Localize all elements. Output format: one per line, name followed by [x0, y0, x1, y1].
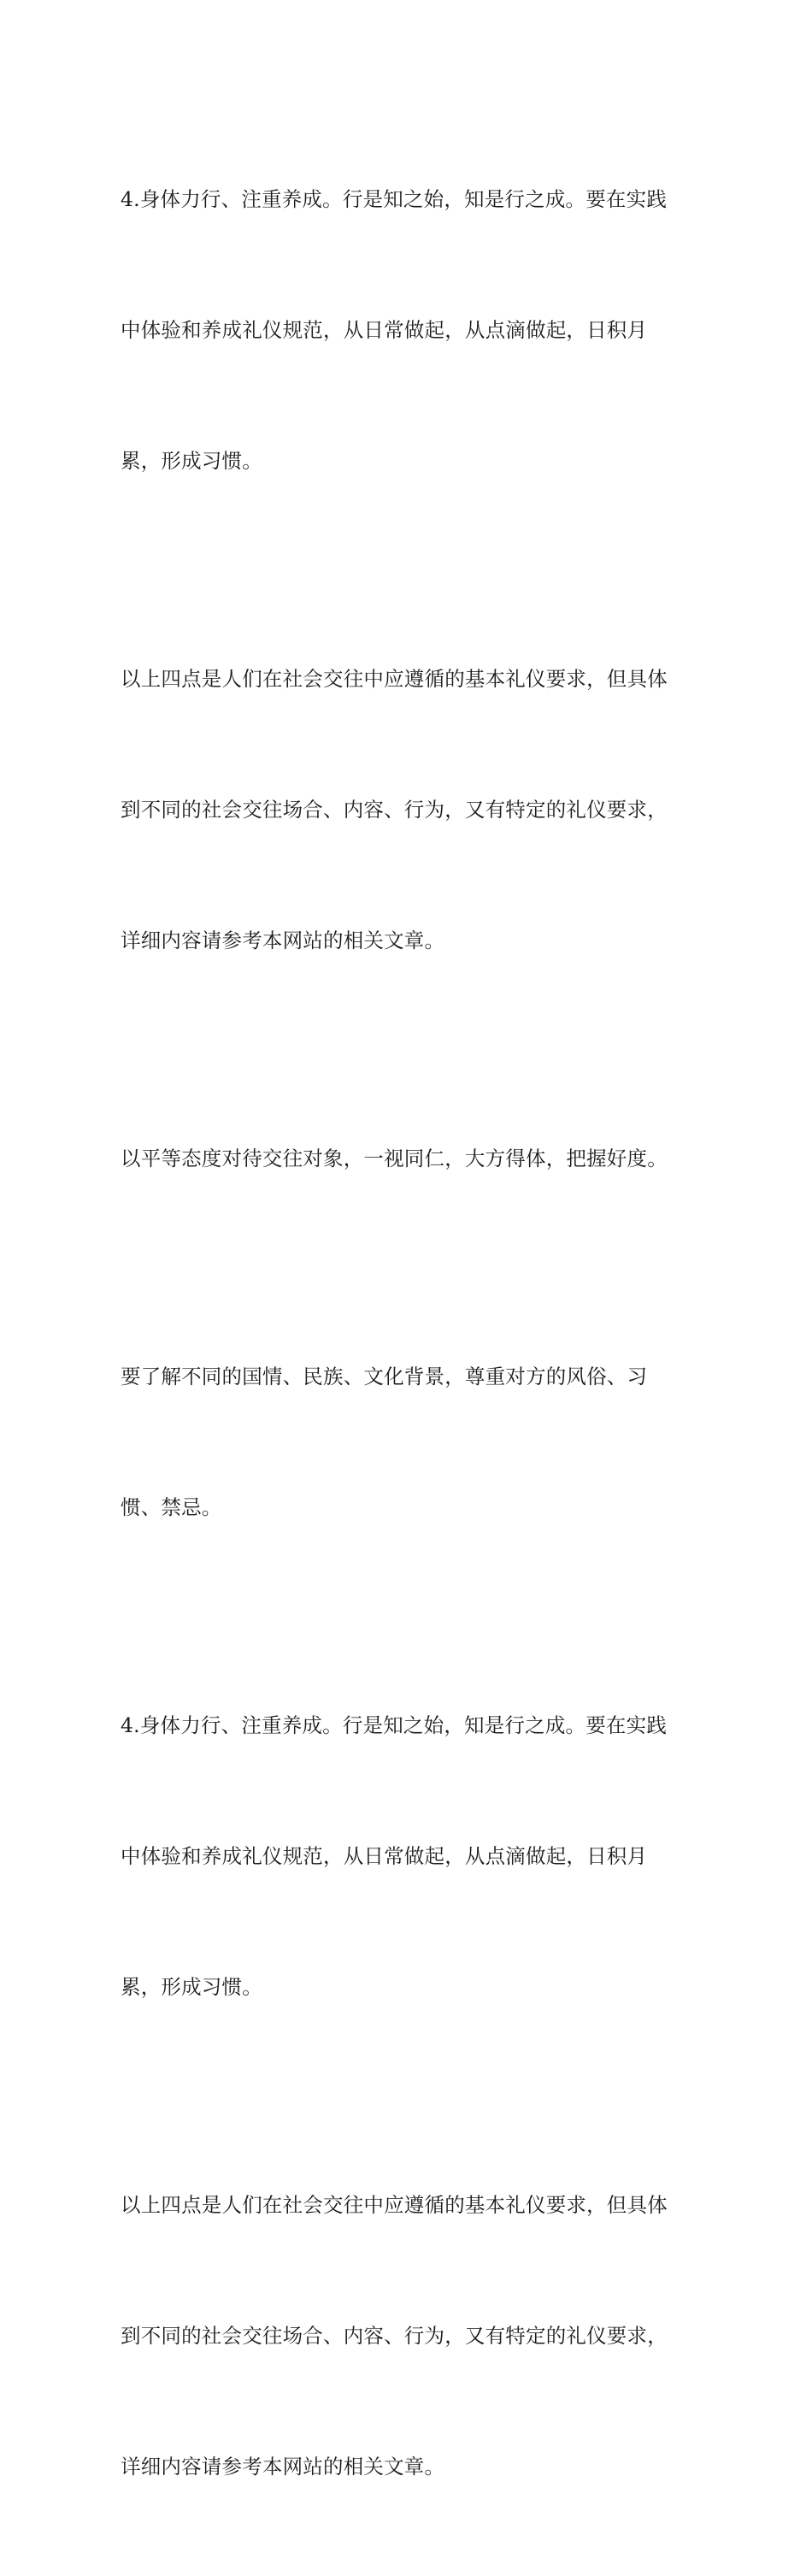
paragraph-practice-habits: [121, 91, 702, 570]
paragraph-line: 4.身体力行、注重养成。行是知之始，知是行之成。要在实践: [121, 187, 668, 211]
paragraph-line: 以平等态度对待交往对象，一视同仁，大方得体，把握好度。: [121, 1147, 668, 1170]
paragraph-customs: [121, 1268, 702, 1617]
paragraph-line: 到不同的社会交往场合、内容、行为，又有特定的礼仪要求，: [121, 2324, 668, 2348]
paragraph-line: 累，形成习惯。: [121, 1975, 262, 1999]
paragraph-line: 详细内容请参考本网站的相关文章。: [121, 2455, 445, 2479]
paragraph-line: 详细内容请参考本网站的相关文章。: [121, 928, 445, 952]
paragraph-line: 惯、禁忌。: [121, 1495, 222, 1519]
paragraph-line: 累，形成习惯。: [121, 449, 262, 473]
paragraph-line: 要了解不同的国情、民族、文化背景，尊重对方的风俗、习: [121, 1365, 648, 1388]
paragraph-summary: [121, 570, 702, 1050]
document-body: [121, 91, 702, 2576]
paragraph-line: 4.身体力行、注重养成。行是知之始，知是行之成。要在实践: [121, 1713, 668, 1737]
paragraph-line: 以上四点是人们在社会交往中应遵循的基本礼仪要求，但具体: [121, 667, 668, 691]
paragraph-line: 中体验和养成礼仪规范，从日常做起，从点滴做起，日积月: [121, 1844, 648, 1868]
paragraph-line: 以上四点是人们在社会交往中应遵循的基本礼仪要求，但具体: [121, 2193, 668, 2217]
paragraph-practice-habits-repeat: [121, 1617, 702, 2096]
paragraph-line: 到不同的社会交往场合、内容、行为，又有特定的礼仪要求，: [121, 798, 668, 822]
paragraph-summary-repeat: [121, 2096, 702, 2576]
paragraph-equality: [121, 1050, 702, 1268]
paragraph-line: 中体验和养成礼仪规范，从日常做起，从点滴做起，日积月: [121, 318, 648, 342]
